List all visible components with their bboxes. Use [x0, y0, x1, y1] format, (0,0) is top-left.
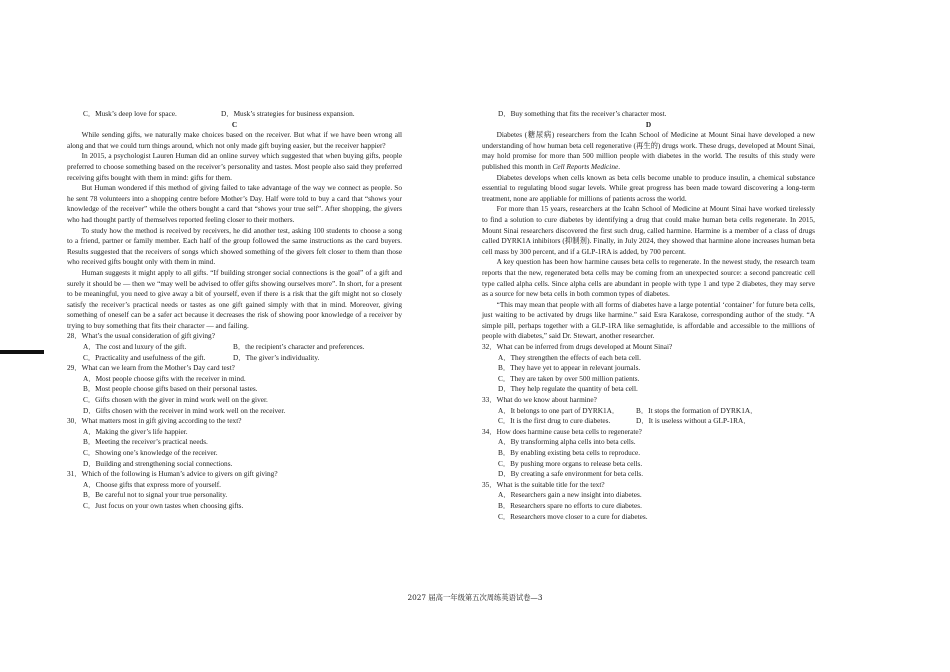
- option-a: A．It belongs to one part of DYRK1A．: [498, 405, 620, 415]
- option-d: D．It is useless without a GLP-1RA．: [636, 416, 751, 426]
- option-c: C．Practicality and usefulness of the gift.: [83, 352, 206, 362]
- paragraph-text: Diabetes (糖尿病) researchers from the Icahn School of Medicine at Mount Sinai have developed a new understanding of how human beta cell regenerative (再生的) drugs work. These drugs, developed at Mount Sinai, may hold promise for more than 500 million people with diabetes in the world. The results of this study were published this month in: [482, 130, 815, 171]
- section-letter-d: D: [645, 119, 652, 129]
- option-d: D．Buy something that fits the receiver’s character most.: [498, 109, 667, 118]
- option-a: A．They strengthen the effects of each beta cell.: [498, 352, 641, 362]
- option-a: A．The cost and luxury of the gift.: [83, 342, 187, 352]
- passage-paragraph: Diabetes develops when cells known as beta cells become unable to produce insulin, a chemical substance essential to regulating blood sugar levels. While great progress has been made toward discovering a long-term treatment, none are appliable for millions of patients across the world.: [482, 172, 815, 203]
- option-c: C．Musk’s deep love for space.: [83, 109, 177, 118]
- option-row: [482, 416, 815, 427]
- binding-margin-bar: [0, 350, 44, 354]
- right-column: [482, 109, 815, 522]
- option-d: D．The giver’s individuality.: [233, 352, 320, 362]
- section-letter-c: C: [231, 119, 238, 129]
- question-34: 34．How does harmine cause beta cells to regenerate?: [482, 426, 642, 436]
- option-d: D．Gifts chosen with the receiver in mind work well on the receiver.: [83, 405, 286, 415]
- question-33: 33．What do we know about harmine?: [482, 395, 597, 405]
- option-b: B．Researchers spare no efforts to cure diabetes.: [498, 500, 642, 510]
- option-b: B．Be careful not to signal your true personality.: [83, 490, 228, 500]
- option-a: A．Making the giver’s life happier.: [83, 426, 188, 436]
- passage-paragraph: For more than 15 years, researchers at the Icahn School of Medicine at Mount Sinai have worked tirelessly to find a solution to cure diabetes by identifying a drug that could make human beta cells regenerate. In 2015, Mount Sinai researchers discovered the first such drug, called harmine. Harmine is a member of a class of drugs called DYRK1A inhibitors (抑制剂). Finally, in July 2024, they showed that harmine alone increases human beta cell mass by 300 percent, and if a GLP-1RA is added, by 700 percent.: [482, 204, 815, 256]
- page-footer: 2027 届高一年级第五次周练英语试卷—3: [407, 593, 543, 602]
- option-c: C．Researchers move closer to a cure for diabetes.: [498, 511, 648, 521]
- option-c: C．They are taken by over 500 million patients.: [498, 373, 640, 383]
- option-a: A．By transforming alpha cells into beta cells.: [498, 437, 636, 447]
- option-c: C．Gifts chosen with the giver in mind work well on the giver.: [83, 395, 268, 405]
- option-b: B．the recipient’s character and preferences.: [233, 342, 365, 352]
- option-row: [67, 353, 402, 364]
- question-31: 31．Which of the following is Human’s advice to givers on gift giving?: [67, 469, 278, 479]
- paragraph-end: .: [618, 161, 621, 171]
- option-c: C．It is the first drug to cure diabetes.: [498, 416, 611, 426]
- passage-paragraph: [482, 130, 815, 172]
- option-row: [67, 109, 402, 120]
- option-a: A．Choose gifts that express more of yourself.: [83, 479, 222, 489]
- option-c: C．By pushing more organs to release beta cells.: [498, 458, 643, 468]
- question-30: 30．What matters most in gift giving according to the text?: [67, 416, 242, 426]
- option-b: B．It stops the formation of DYRK1A．: [636, 405, 758, 415]
- option-a: A．Researchers gain a new insight into diabetes.: [498, 490, 642, 500]
- question-28: 28．What’s the usual consideration of gift giving?: [67, 331, 215, 341]
- journal-name: Cell Reports Medicine: [552, 161, 619, 171]
- option-b: B．Meeting the receiver’s practical needs.: [83, 437, 208, 447]
- passage-paragraph: While sending gifts, we naturally make choices based on the receiver. But what if we have been wrong all along and that we could turn things around, which not only made gift buying easier, but the receiver happier?: [67, 130, 402, 150]
- option-d: D．By creating a safe environment for beta cells.: [498, 469, 644, 479]
- option-c: C．Just focus on your own tastes when choosing gifts.: [83, 500, 244, 510]
- option-row: [482, 406, 815, 417]
- passage-paragraph: But Human wondered if this method of giving failed to take advantage of the way we connect as people. So he sent 78 volunteers into a shopping centre before Mother’s Day. Half were told to buy a card that “shows your knowledge of the receiver” while the others bought a card that “shows your true self”. After shopping, the givers who had thought partly of themselves reported feeling closer to their mothers.: [67, 183, 402, 224]
- passage-paragraph: Human suggests it might apply to all gifts. “If building stronger social connections is the goal” of a gift and surely it should be — then we “may well be advised to offer gifts showing ourselves more”. In short, for a present to be meaningful, you need to give away a bit of yourself, even if there is a risk that the gift might not so closely satisfy the receiver’s practical needs or tastes as one gift gained simply with that in mind. Moreover, giving something of oneself can be a safer act because it decreases the risk of showing poor knowledge of a receiver by trying to buy something that fits their character — and failing.: [67, 267, 402, 330]
- option-b: B．By enabling existing beta cells to reproduce.: [498, 448, 641, 457]
- passage-paragraph: “This may mean that people with all forms of diabetes have a large potential ‘container’ for future beta cells, just waiting to be activated by drugs like harmine.” said Esra Karakose, corresponding author of the study. “A simple pill, perhaps together with a GLP-1RA like semaglutide, is affordable and accessible to the millions of people with diabetes,” said Dr. Stewart, another researcher.: [482, 299, 815, 341]
- passage-paragraph: A key question has been how harmine causes beta cells to regenerate. In the newest study, the research team reports that the new, regenerated beta cells may be coming from an unexpected source: a second pancreatic cell type called alpha cells. Since alpha cells are abundant in people with type 1 and type 2 diabetes, they may serve as a source for new beta cells in both common types of diabetes.: [482, 257, 815, 299]
- passage-paragraph: In 2015, a psychologist Lauren Human did an online survey which suggested that when buying gifts, people preferred to choose something based on the receiver’s personality and tastes. Most people also said they preferred receiving gifts bought with them in mind: gifts for them.: [67, 151, 402, 182]
- question-29: 29．What can we learn from the Mother’s Day card test?: [67, 363, 235, 373]
- option-a: A．Most people choose gifts with the receiver in mind.: [83, 373, 246, 383]
- option-b: B．They have yet to appear in relevant journals.: [498, 363, 641, 373]
- passage-paragraph: To study how the method is received by receivers, he did another test, asking 100 students to choose a song to a friend, partner or family member. Each half of the group followed the same instructions as the card buyers. Results suggested that the receivers of songs which showed something of the givers felt closer to them than those who received gifts bought only with them in mind.: [67, 225, 402, 267]
- option-c: C．Showing one’s knowledge of the receiver.: [83, 448, 218, 457]
- left-column: [67, 109, 402, 512]
- option-d: D．Musk’s strategies for business expansion.: [221, 109, 355, 118]
- option-row: [67, 342, 402, 353]
- question-35: 35．What is the suitable title for the text?: [482, 479, 605, 489]
- question-32: 32．What can be inferred from drugs developed at Mount Sinai?: [482, 342, 673, 352]
- option-d: D．They help regulate the quantity of beta cell.: [498, 384, 638, 394]
- option-d: D．Building and strengthening social connections.: [83, 458, 233, 468]
- option-b: B．Most people choose gifts based on their personal tastes.: [83, 384, 258, 394]
